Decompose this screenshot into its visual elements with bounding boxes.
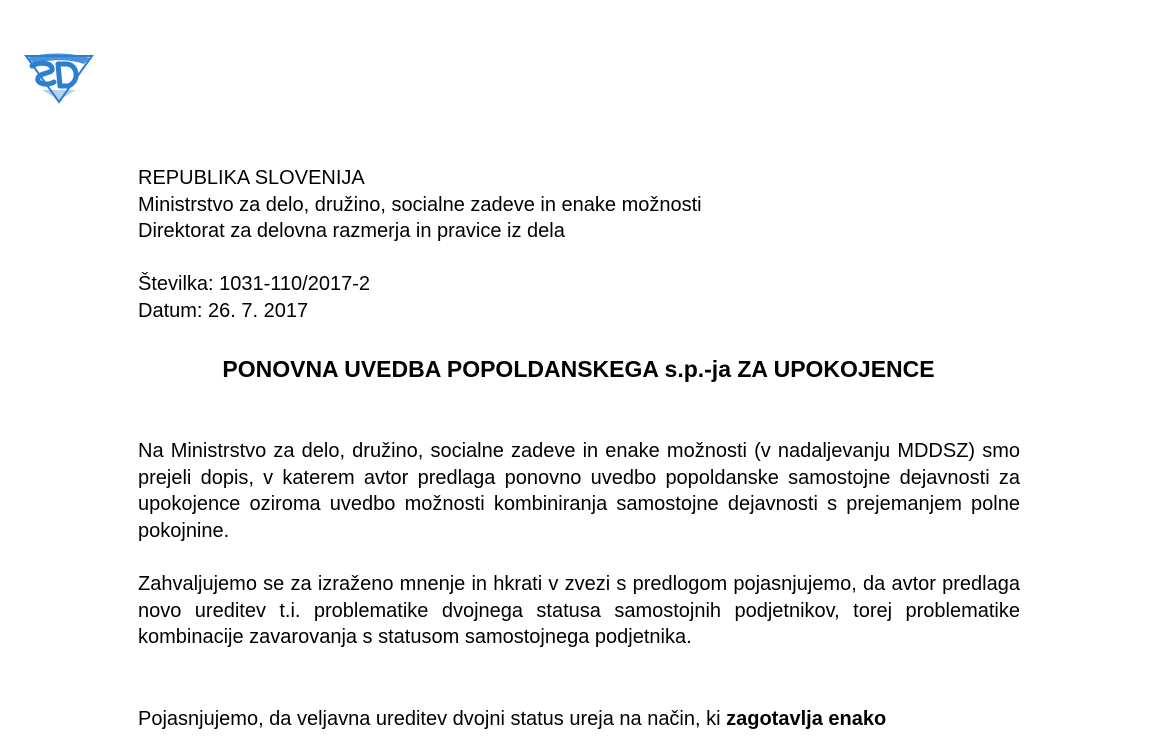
sender-block <box>138 165 1020 245</box>
paragraph-2: Zahvaljujemo se za izraženo mnenje in hkrati v zvezi s predlogom pojasnjujemo, da avtor predlaga novo ureditev t.i. problematike dvojnega statusa samostojnih podjetnikov, torej problematike kombinacije zavarovanja s statusom samostojnega podjetnika. <box>138 573 1020 648</box>
sender-ministry: Ministrstvo za delo, družino, socialne zadeve in enake možnosti <box>138 193 702 216</box>
paragraph-3 <box>138 706 1020 733</box>
document-meta <box>138 271 1020 324</box>
paragraph-3-text: Pojasnjujemo, da veljavna ureditev dvojni status ureja na način, ki <box>138 708 727 730</box>
document-title: PONOVNA UVEDBA POPOLDANSKEGA s.p.-ja ZA UPOKOJENCE <box>222 356 935 382</box>
document-date: Datum: 26. 7. 2017 <box>138 299 309 322</box>
paragraph-3-bold-text: zagotavlja enako <box>726 708 887 730</box>
sender-directorate: Direktorat za delovna razmerja in pravice iz dela <box>138 220 565 242</box>
sd-logo <box>22 50 96 104</box>
document-number: Številka: 1031-110/2017-2 <box>138 273 371 295</box>
sender-country: REPUBLIKA SLOVENIJA <box>138 167 365 189</box>
sd-shield-logo-icon <box>22 50 96 104</box>
paragraph-1: Na Ministrstvo za delo, družino, socialne zadeve in enake možnosti (v nadaljevanju MDDSZ) smo prejeli dopis, v katerem avtor predlaga ponovno uvedbo popoldanske samostojne dejavnosti za upokojence oziroma uvedbo možnosti kombiniranja samostojne dejavnosti s prejemanjem polne pokojnine. <box>138 440 1020 542</box>
